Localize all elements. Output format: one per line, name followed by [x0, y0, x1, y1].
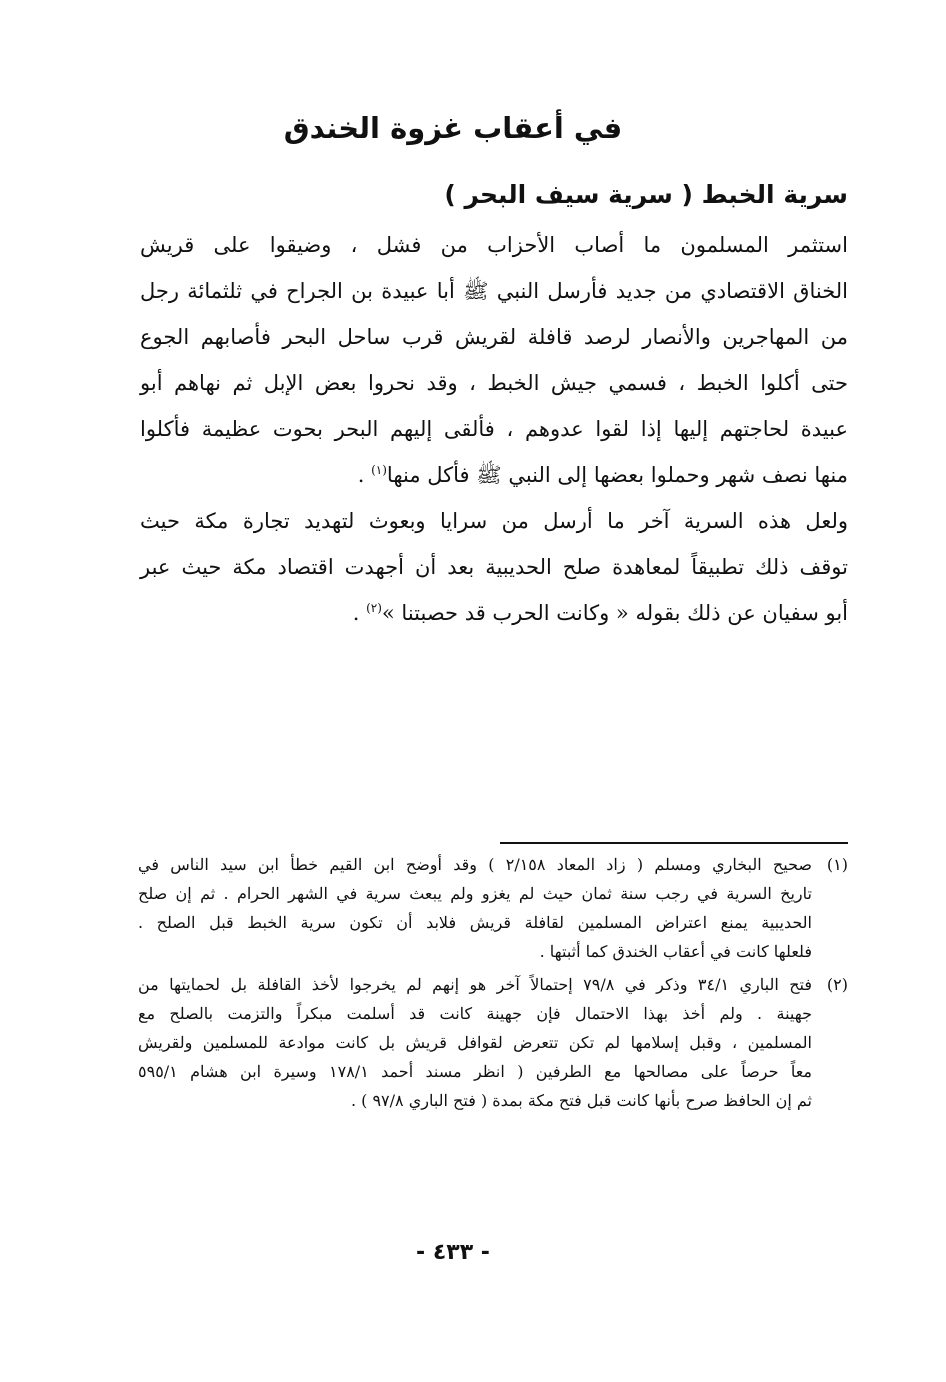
subheading: سرية الخبط ( سرية سيف البحر ): [444, 180, 848, 209]
paragraph-1-line: عبيدة لحاجتهم إليها إذا لقوا عدوهم ، فألقى إليهم البحر بحوت عظيمة فأكلوا: [140, 417, 848, 441]
paragraph-2-last-line: [140, 590, 848, 636]
footnote-2: [138, 970, 848, 1115]
footnotes: [138, 850, 848, 1119]
footnote-divider: [500, 842, 848, 844]
paragraph-2-line: توقف ذلك تطبيقاً لمعاهدة صلح الحديبية بعد أن أجهدت اقتصاد مكة حيث عبر: [140, 555, 848, 579]
footnote-marker: (٢): [826, 975, 848, 994]
footnote-line: تاريخ السرية في رجب سنة ثمان حيث لم يغزو ولم يبعث سرية في الشهر الحرام . ثم إن صلح: [138, 884, 812, 903]
footnote-line: ثم إن الحافظ صرح بأنها كانت قبل فتح مكة بمدة ( فتح الباري ٩٧/٨ ) .: [350, 1091, 812, 1110]
footnote-line: المسلمين ، وقبل إسلامها لم تكن تتعرض لقوافل قريش بل كانت موادعة للمسلمين ولقريش: [138, 1033, 812, 1052]
sentence-end: .: [352, 601, 367, 625]
page-number: - ٤٣٣ -: [416, 1240, 490, 1265]
section-title: في أعقاب غزوة الخندق: [283, 111, 623, 145]
paragraph-1-line: حتى أكلوا الخبط ، فسمي جيش الخبط ، وقد نحروا بعض الإبل ثم نهاهم أبو: [140, 371, 848, 395]
paragraph-1-line: من المهاجرين والأنصار لرصد قافلة لقريش قرب ساحل البحر فأصابهم الجوع: [140, 325, 848, 349]
footnote-line: الحديبية يمنع اعتراض المسلمين لقافلة قريش فلابد أن تكون سرية الخبط قبل الصلح .: [138, 913, 812, 932]
paragraph-1: [140, 222, 848, 498]
footnote-line: جهينة . ولم أخذ بهذا الاحتمال فإن جهينة كانت قد أسلمت مبكراً والتزمت بالصلح مع: [138, 1004, 812, 1023]
paragraph-1-line: الخناق الاقتصادي من جديد فأرسل النبي ﷺ أبا عبيدة بن الجراح في ثلثمائة رجل: [140, 279, 848, 303]
paragraph-1-line: منها نصف شهر وحملوا بعضها إلى النبي ﷺ فأكل منها: [386, 463, 848, 487]
paragraph-1-line: استثمر المسلمون ما أصاب الأحزاب من فشل ، وضيقوا على قريش: [140, 233, 848, 257]
footnote-line: صحيح البخاري ومسلم ( زاد المعاد ٢/١٥٨ ) وقد أوضح ابن القيم خطأ ابن سيد الناس في: [138, 855, 812, 874]
body-text: [140, 222, 848, 636]
footnote-marker: (١): [826, 855, 848, 874]
sentence-end: .: [357, 463, 372, 487]
footnote-line: فلعلها كانت في أعقاب الخندق كما أثبتها .: [539, 942, 812, 961]
footnote-line: فتح الباري ٣٤/١ وذكر في ٧٩/٨ إحتمالاً آخر هو إنهم لم يخرجوا لأخذ القافلة بل لحمايتها من: [138, 975, 813, 994]
footnote-text: [138, 850, 812, 966]
footnote-text: [138, 970, 812, 1115]
paragraph-2: [140, 498, 848, 636]
paragraph-1-last-line: [140, 452, 848, 498]
footnote-line: معاً حرصاً على مصالحها مع الطرفين ( انظر مسند أحمد ١٧٨/١ وسيرة ابن هشام ٥٩٥/١: [138, 1062, 812, 1081]
paragraph-2-line: أبو سفيان عن ذلك بقوله « وكانت الحرب قد حصبتنا »: [381, 601, 848, 625]
footnote-ref-2[interactable]: (٢): [366, 601, 382, 615]
footnote-ref-1[interactable]: (١): [371, 463, 387, 477]
footnote-1: [138, 850, 848, 966]
paragraph-2-line: ولعل هذه السرية آخر ما أرسل من سرايا وبعوث لتهديد تجارة مكة حيث: [140, 509, 848, 533]
